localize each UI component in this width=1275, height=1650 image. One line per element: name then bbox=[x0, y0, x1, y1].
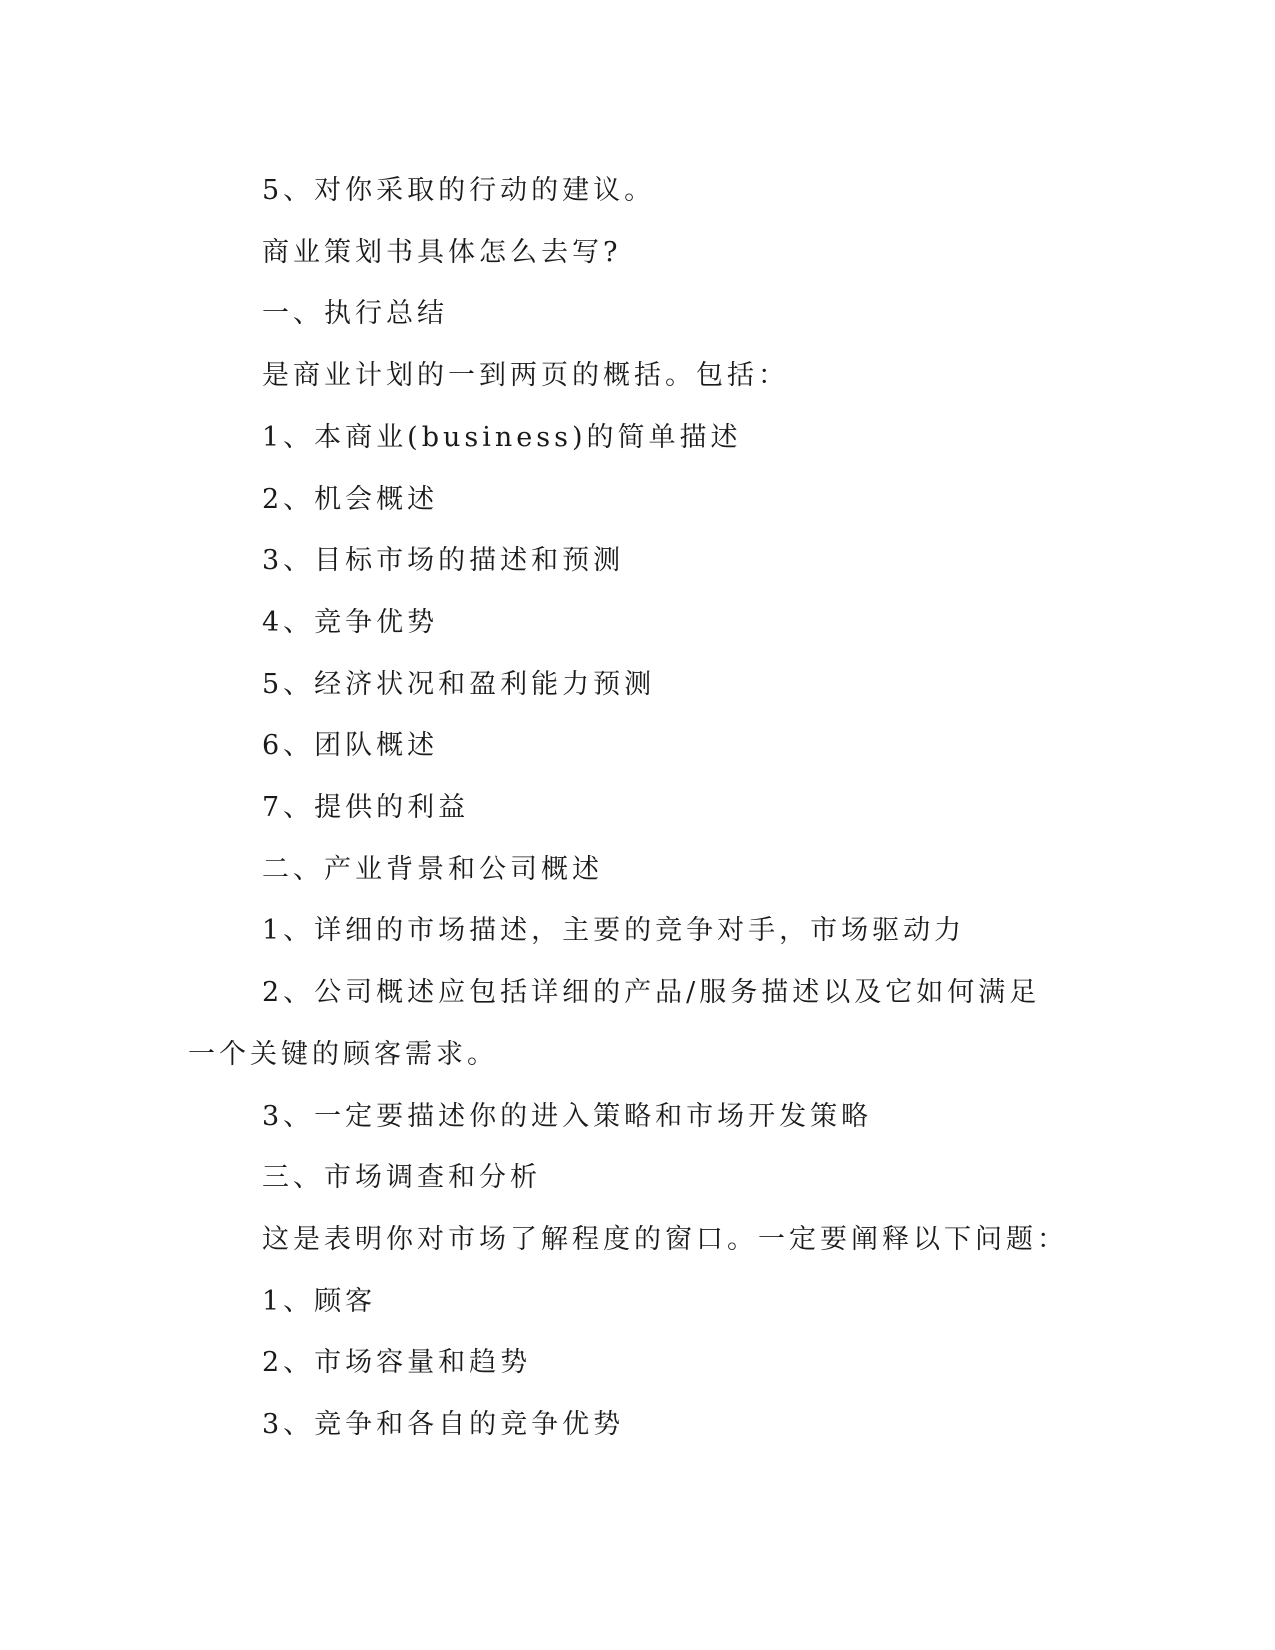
list-item-market-description: 1、详细的市场描述，主要的竞争对手，市场驱动力 bbox=[262, 915, 966, 947]
section-heading-industry-background: 二、产业背景和公司概述 bbox=[262, 853, 603, 885]
paragraph-how-to-write: 商业策划书具体怎么去写? bbox=[262, 236, 622, 268]
document-body bbox=[188, 160, 1068, 1456]
section-heading-executive-summary: 一、执行总结 bbox=[262, 298, 448, 330]
paragraph-action-suggestion: 5、对你采取的行动的建议。 bbox=[262, 175, 656, 206]
list-item-business-description: 1、本商业(business)的简单描述 bbox=[262, 421, 742, 453]
list-item-market-size: 2、市场容量和趋势 bbox=[262, 1347, 532, 1379]
list-item-team: 6、团队概述 bbox=[262, 730, 439, 762]
section-heading-market-research: 三、市场调查和分析 bbox=[262, 1162, 541, 1194]
list-item-target-market: 3、目标市场的描述和预测 bbox=[262, 545, 625, 577]
list-item-opportunity: 2、机会概述 bbox=[262, 483, 439, 515]
list-item-benefits: 7、提供的利益 bbox=[262, 792, 470, 824]
list-item-economics: 5、经济状况和盈利能力预测 bbox=[262, 668, 656, 700]
paragraph-summary-intro: 是商业计划的一到两页的概括。包括： bbox=[262, 360, 789, 392]
list-item-customers: 1、顾客 bbox=[262, 1285, 377, 1317]
list-item-company-overview: 2、公司概述应包括详细的产品/服务描述以及它如何满足一个关键的顾客需求。 bbox=[188, 977, 1041, 1070]
list-item-competitive-advantage: 4、竞争优势 bbox=[262, 606, 439, 638]
list-item-entry-strategy: 3、一定要描述你的进入策略和市场开发策略 bbox=[262, 1100, 873, 1132]
list-item-competition: 3、竞争和各自的竞争优势 bbox=[262, 1409, 625, 1441]
paragraph-market-window: 这是表明你对市场了解程度的窗口。一定要阐释以下问题： bbox=[262, 1223, 1068, 1255]
